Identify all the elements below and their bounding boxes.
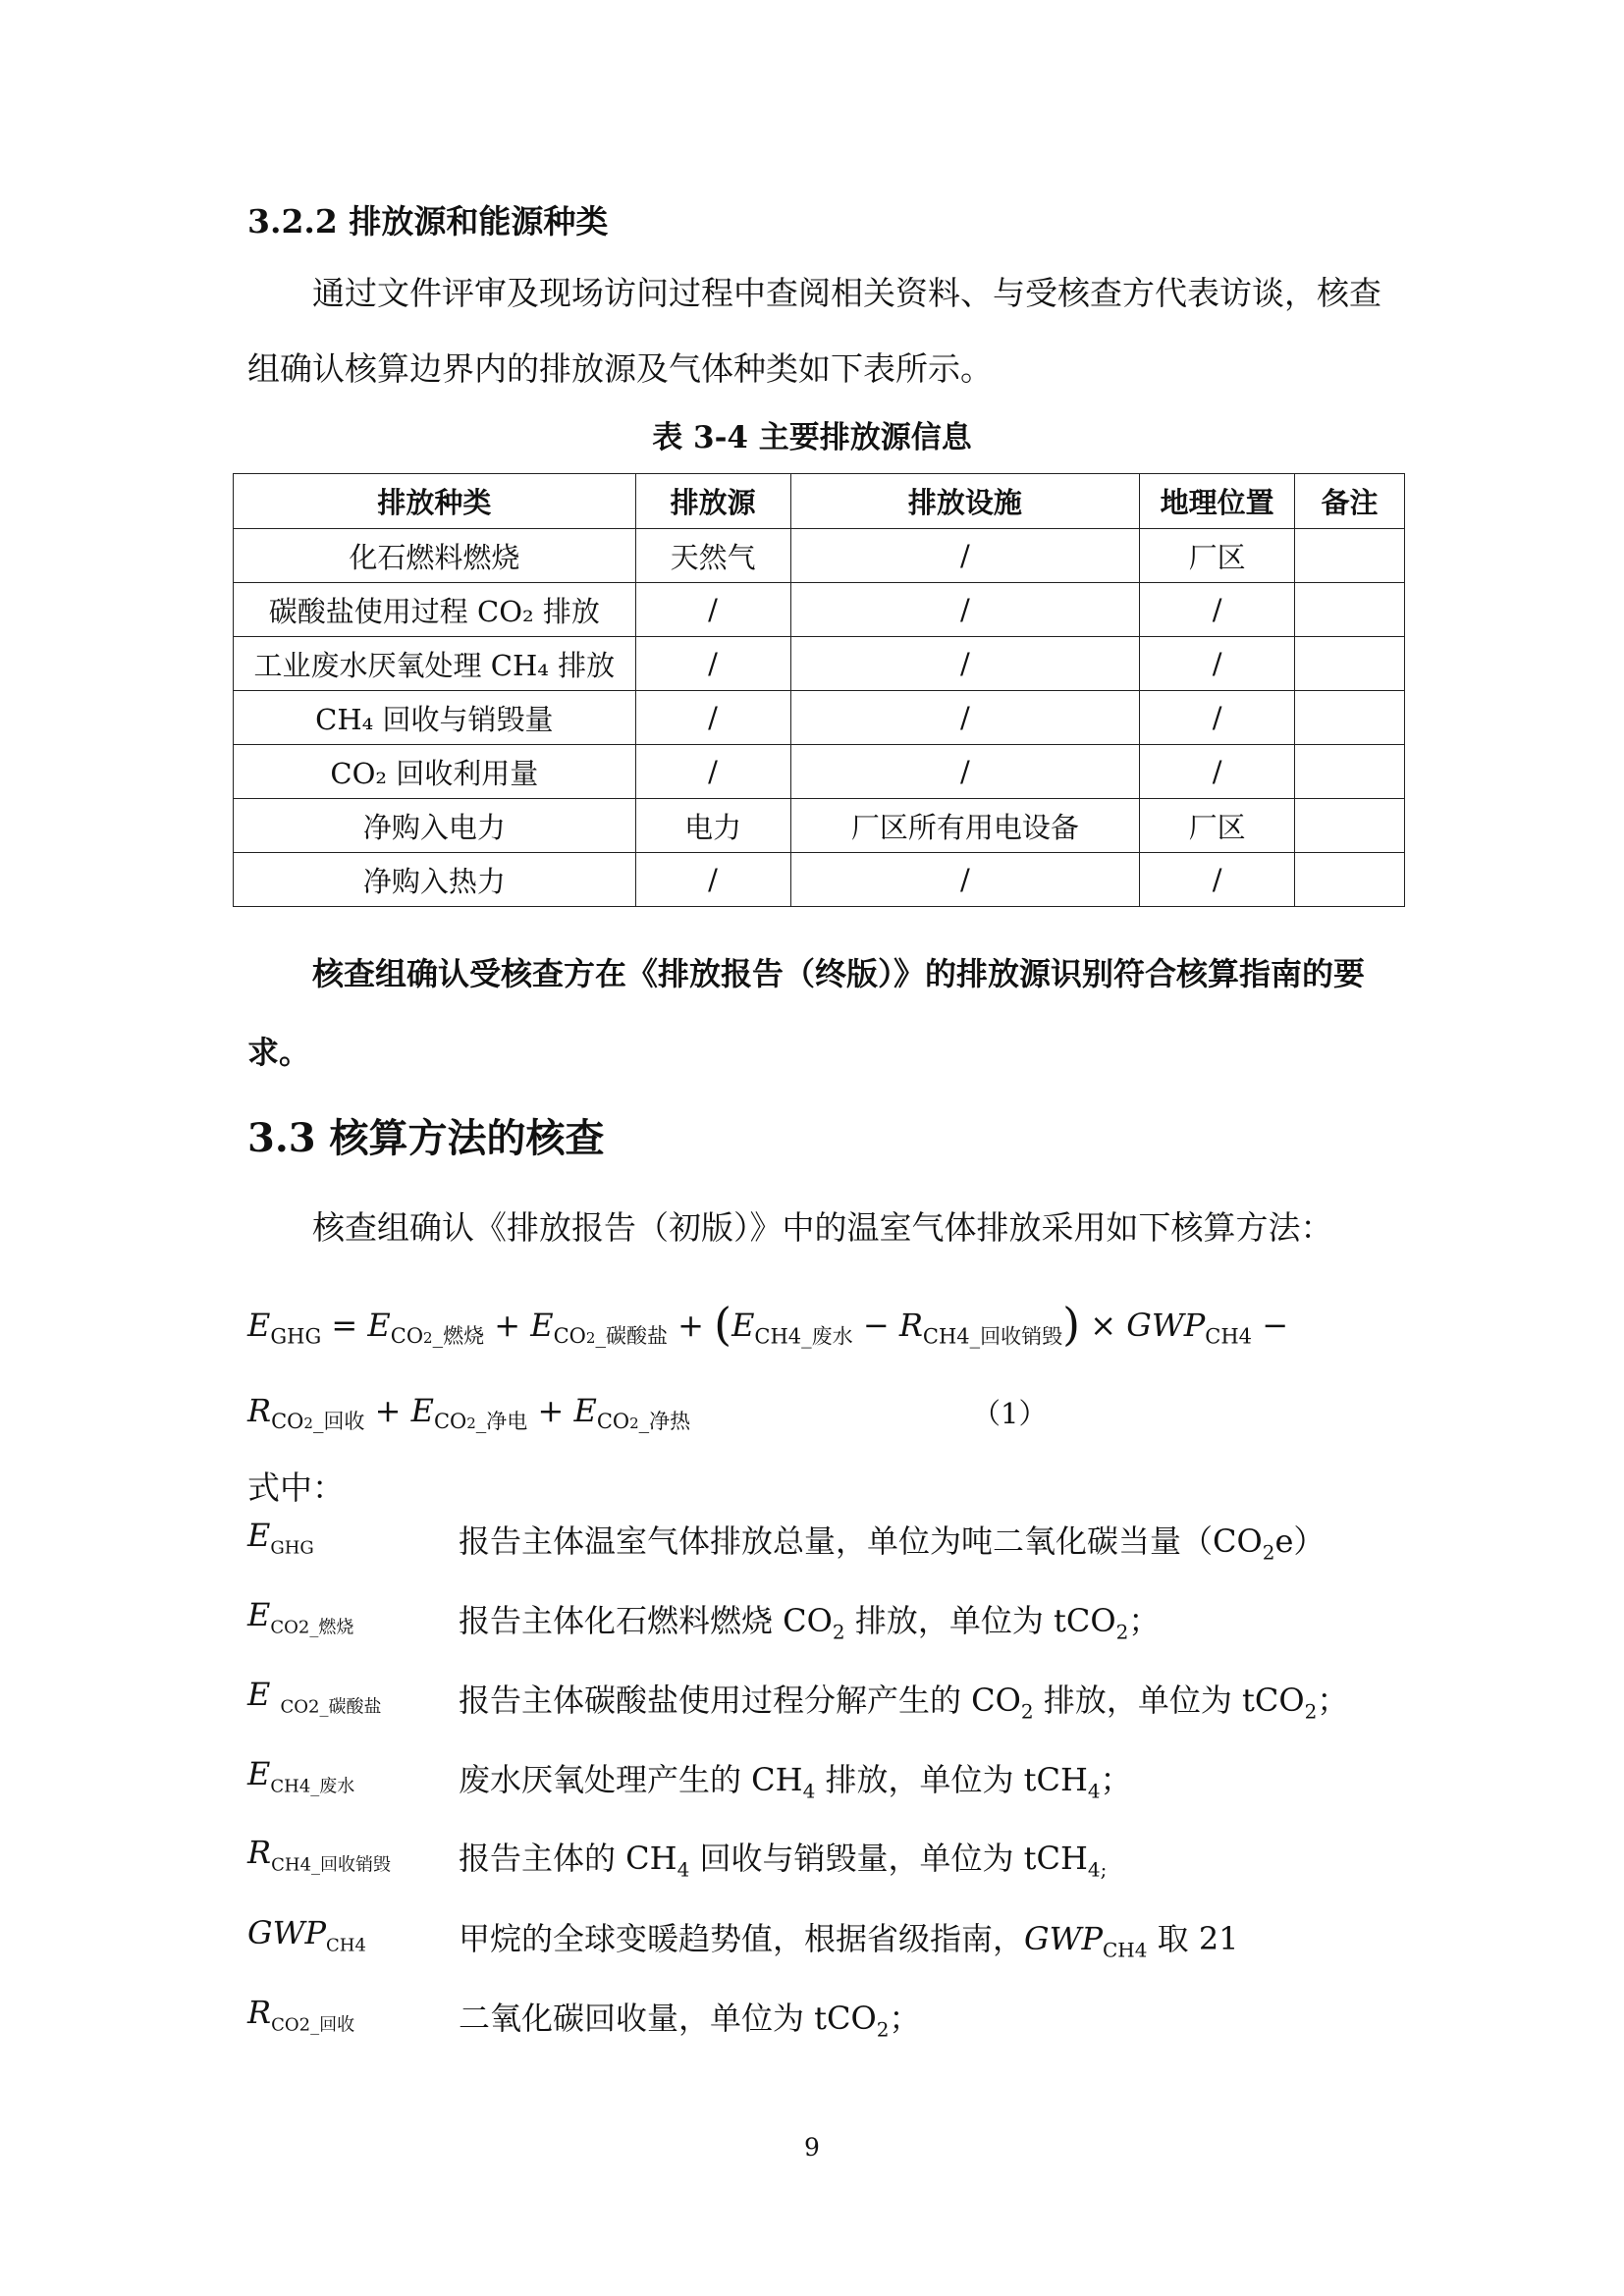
method-intro-text: 核查组确认《排放报告（初版）》中的温室气体排放采用如下核算方法： [312, 1208, 1333, 1247]
variable-row [247, 1517, 1386, 1575]
variable-symbol: $E_{GHG}$ [247, 1517, 314, 1559]
table-cell: CO₂ 回收利用量 [234, 745, 636, 799]
table-cell: / [790, 637, 1140, 691]
table-cell [1295, 637, 1405, 691]
table-row [234, 637, 1405, 691]
table-cell [1295, 529, 1405, 583]
variable-symbol: $GWP_{CH4}$ [247, 1914, 366, 1956]
table-cell: CH₄ 回收与销毁量 [234, 691, 636, 745]
equation-number: （1） [972, 1397, 1048, 1430]
variable-symbol: E $_{CO2\_碳酸盐}$ [247, 1676, 382, 1718]
table-cell: / [635, 691, 790, 745]
table-cell: 净购入电力 [234, 799, 636, 853]
emission-sources-table [233, 473, 1405, 907]
table-cell: / [790, 529, 1140, 583]
table-cell: / [1140, 745, 1295, 799]
table-cell [1295, 583, 1405, 637]
table-cell: / [635, 637, 790, 691]
variable-description: 报告主体温室气体排放总量，单位为吨二氧化碳当量$(CO_2e)$ [459, 1522, 1326, 1565]
table-cell: / [790, 691, 1140, 745]
table-row [234, 583, 1405, 637]
table-row [234, 799, 1405, 853]
header-emission-type: 排放种类 [234, 474, 636, 529]
table-cell: 碳酸盐使用过程 CO₂ 排放 [234, 583, 636, 637]
table-row [234, 853, 1405, 907]
variable-row [247, 1755, 1386, 1814]
table-cell: 净购入热力 [234, 853, 636, 907]
table-row [234, 529, 1405, 583]
variable-symbol: $R_{CH4\_回收销毁}$ [247, 1834, 392, 1876]
intro-paragraph-text: 通过文件评审及现场访问过程中查阅相关资料、与受核查方代表访谈，核查组确认核算边界内的排放源及气体种类如下表所示。 [247, 274, 1381, 388]
table-cell: 厂区 [1140, 799, 1295, 853]
section-heading-3-3: 3.3 核算方法的核查 [247, 1115, 605, 1161]
equation-line-2: $R_{CO2\_回收} + E_{CO2\_净电} + E_{CO2\_净热}$ [247, 1392, 691, 1434]
table-cell: / [635, 583, 790, 637]
variable-description: 报告主体碳酸盐使用过程分解产生的 $CO_2$ 排放，单位为 tCO$_2$； [459, 1682, 1349, 1724]
table-cell: 厂区所有用电设备 [790, 799, 1140, 853]
header-emission-facility: 排放设施 [790, 474, 1140, 529]
table-cell: / [635, 853, 790, 907]
variable-row [247, 1596, 1386, 1655]
variable-description: 废水厌氧处理产生的 $CH_4$ 排放，单位为 tCH$_4$； [459, 1761, 1132, 1803]
variable-symbol: $E_{CO2\_燃烧}$ [247, 1596, 354, 1638]
table-cell: / [1140, 583, 1295, 637]
table-cell: / [1140, 637, 1295, 691]
table-cell: / [790, 745, 1140, 799]
variable-description: 报告主体化石燃料燃烧 $CO_2$ 排放，单位为 tCO$_2$； [459, 1602, 1161, 1644]
table-header-row [234, 474, 1405, 529]
section-heading-3-2-2: 3.2.2 排放源和能源种类 [247, 202, 609, 240]
table-cell: 厂区 [1140, 529, 1295, 583]
table-cell: 工业废水厌氧处理 CH₄ 排放 [234, 637, 636, 691]
header-remarks: 备注 [1295, 474, 1405, 529]
table-caption: 表 3-4 主要排放源信息 [652, 420, 972, 455]
table-cell: / [1140, 853, 1295, 907]
table-row [234, 745, 1405, 799]
table-cell: / [790, 583, 1140, 637]
table-cell: 天然气 [635, 529, 790, 583]
variable-description: 报告主体的 $CH_4$ 回收与销毁量，单位为 tCH$_{4;}$ [459, 1840, 1108, 1882]
variable-description: 甲烷的全球变暖趋势值，根据省级指南，$GWP_{CH4}$ 取 21 [459, 1920, 1239, 1962]
where-label: 式中： [247, 1468, 345, 1507]
variable-row [247, 1834, 1386, 1893]
header-location: 地理位置 [1140, 474, 1295, 529]
intro-paragraph [247, 255, 1386, 406]
variable-row [247, 1994, 1386, 2053]
method-intro [247, 1202, 1333, 1249]
header-emission-source: 排放源 [635, 474, 790, 529]
table-cell: / [790, 853, 1140, 907]
table-cell: / [635, 745, 790, 799]
table-cell: 电力 [635, 799, 790, 853]
page-number: 9 [804, 2133, 820, 2162]
variable-row [247, 1914, 1386, 1973]
conclusion-text: 核查组确认受核查方在《排放报告（终版）》的排放源识别符合核算指南的要求。 [247, 955, 1366, 1071]
table-cell [1295, 799, 1405, 853]
variable-symbol: $E_{CH4\_废水}$ [247, 1755, 355, 1797]
variable-symbol: $R_{CO2\_回收}$ [247, 1994, 355, 2036]
table-cell [1295, 691, 1405, 745]
variable-row [247, 1676, 1386, 1735]
table-cell: / [1140, 691, 1295, 745]
table-row [234, 691, 1405, 745]
table-cell: 化石燃料燃烧 [234, 529, 636, 583]
equation-line-1: $E_{GHG} = E_{CO2\_燃烧} + E_{CO2\_碳酸盐} + (E_{CH4\_废水} - R_{CH4\_回收销毁}) \times GWP_{CH4}$ − [247, 1298, 1288, 1351]
table-cell [1295, 745, 1405, 799]
table-cell [1295, 853, 1405, 907]
conclusion-paragraph [247, 934, 1386, 1092]
variable-description: 二氧化碳回收量，单位为 tCO$_2$； [459, 2000, 921, 2042]
